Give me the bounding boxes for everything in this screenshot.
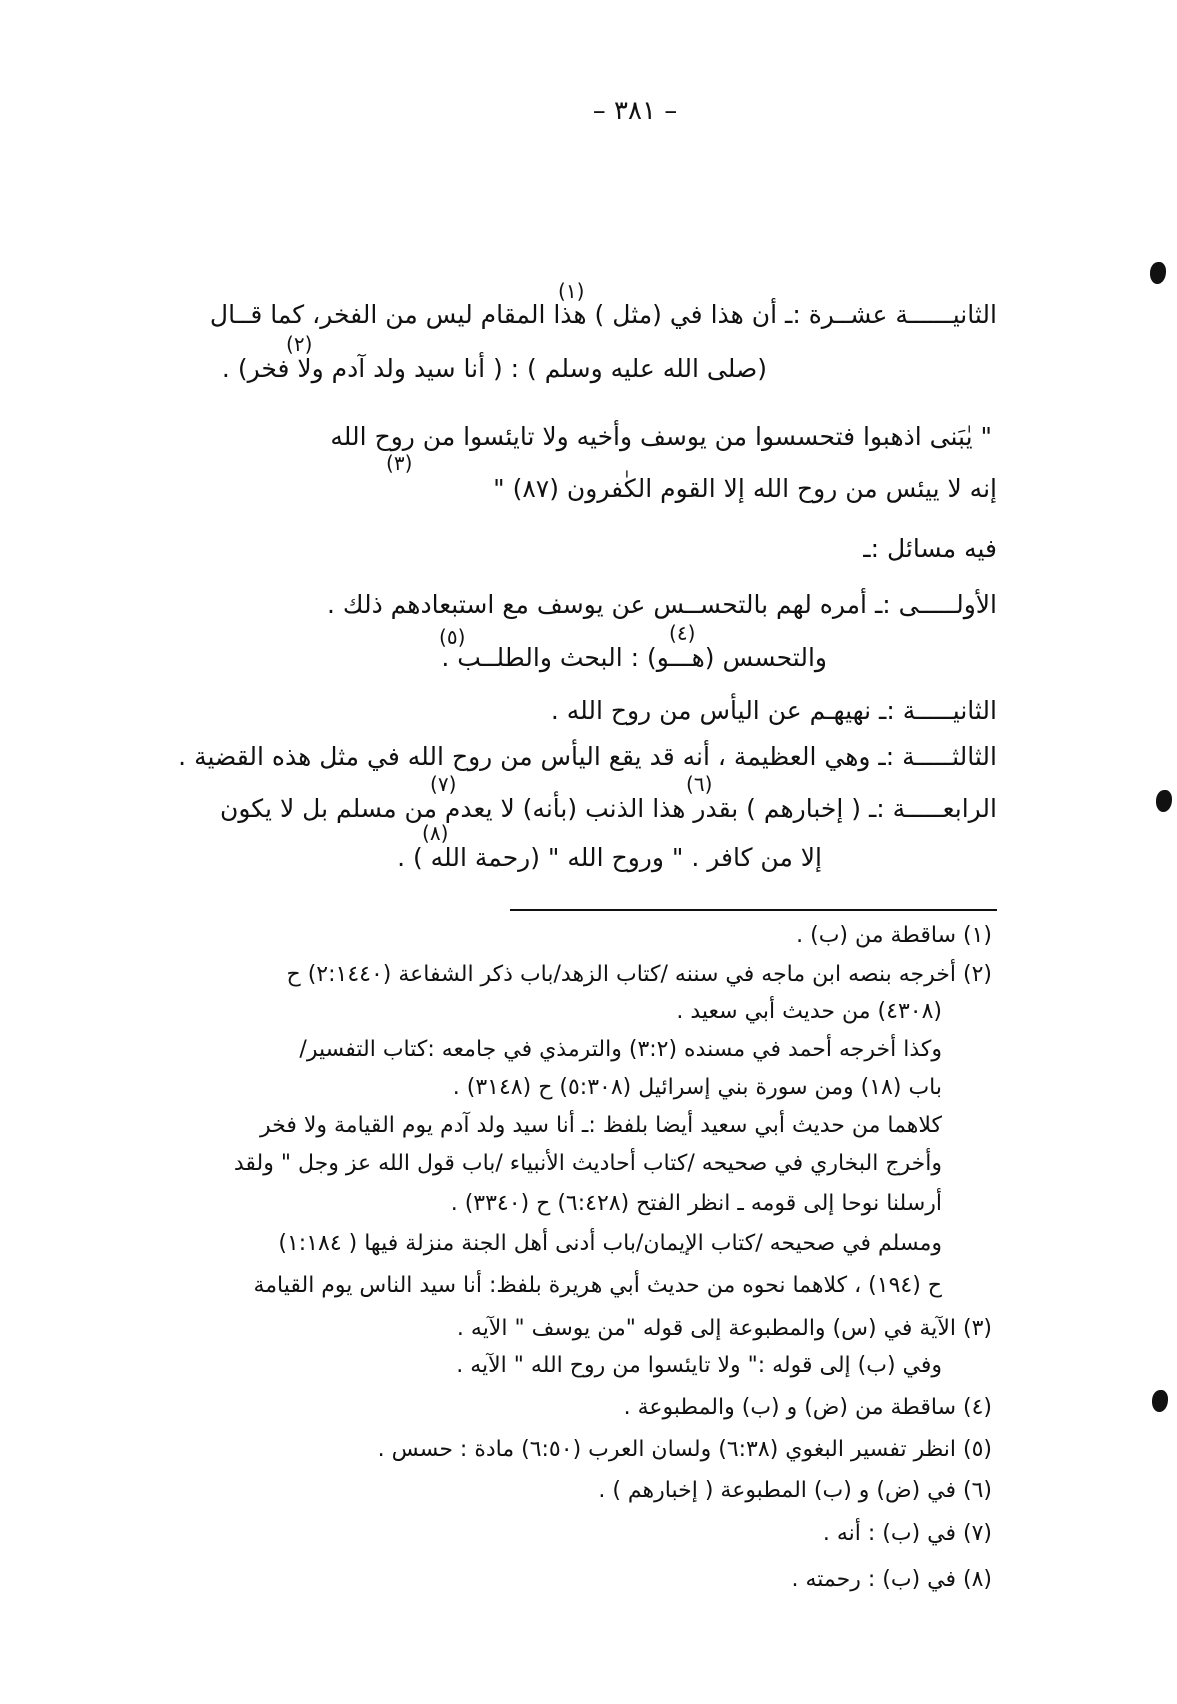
footnote-2-line-3: وكذا أخرجه أحمد في مسنده (٣:٢) والترمذي في جامعه :كتاب التفسير/ (299, 1037, 942, 1062)
footnote-2-line-9: ح (١٩٤) ، كلاهما نحوه من حديث أبي هريرة بلفظ: أنا سيد الناس يوم القيامة (253, 1273, 942, 1298)
footnote-ref-5: (٥) (439, 625, 466, 649)
footnote-1: (١) ساقطة من (ب) . (796, 923, 992, 948)
footnote-ref-8: (٨) (422, 821, 449, 845)
page-number: – ٣٨١ – (592, 96, 678, 126)
verse-line-1: " يٰبَنى اذهبوا فتحسسوا من يوسف وأخيه ولا تايئسوا من روح الله (330, 422, 992, 451)
issue-third: الثالثـــــة :ـ وهي العظيمة ، أنه قد يقع اليأس من روح الله في مثل هذه القضية . (178, 742, 997, 771)
scan-mark (1152, 1390, 1168, 1412)
footnote-2-line-1: (٢) أخرجه بنصه ابن ماجه في سننه /كتاب الزهد/باب ذكر الشفاعة (٢:١٤٤٠) ح (286, 962, 992, 987)
footnote-4: (٤) ساقطة من (ض) و (ب) والمطبوعة . (623, 1395, 992, 1420)
issue-first: الأولـــــى :ـ أمره لهم بالتحســس عن يوسف مع استبعادهم ذلك . (327, 590, 997, 619)
issue-first-definition: والتحسس (هـــو) : البحث والطلــب . (441, 643, 827, 672)
footnote-2-line-2: (٤٣٠٨) من حديث أبي سعيد . (676, 999, 942, 1024)
footnote-5: (٥) انظر تفسير البغوي (٦:٣٨) ولسان العرب (٦:٥٠) مادة : حسس . (377, 1437, 992, 1462)
issue-second: الثانيـــــة :ـ نهيهـم عن اليأس من روح الله . (550, 696, 997, 725)
footnote-ref-2: (٢) (286, 332, 313, 356)
verse-line-2: إنه لا ييئس من روح الله إلا القوم الكٰفرون (٨٧) " (493, 474, 997, 503)
body-line-1: الثانيــــــة عشــرة :ـ أن هذا في (مثل ) هذا المقام ليس من الفخر، كما قــال (209, 300, 997, 329)
footnote-separator (510, 909, 997, 911)
footnote-2-line-6: وأخرج البخاري في صحيحه /كتاب أحاديث الأنبياء /باب قول الله عز وجل " ولقد (233, 1151, 942, 1176)
footnote-6: (٦) في (ض) و (ب) المطبوعة ( إخبارهم ) . (598, 1478, 992, 1503)
footnote-ref-7: (٧) (430, 772, 457, 796)
footnote-2-line-7: أرسلنا نوحا إلى قومه ـ انظر الفتح (٦:٤٢٨) ح (٣٣٤٠) . (450, 1191, 942, 1216)
issues-heading: فيه مسائل :ـ (863, 534, 997, 563)
footnote-ref-6: (٦) (686, 772, 713, 796)
footnote-8: (٨) في (ب) : رحمته . (791, 1567, 992, 1592)
issue-fourth-continued: إلا من كافر . " وروح الله " (رحمة الله ) . (397, 843, 822, 872)
scan-mark (1150, 262, 1166, 284)
footnote-2-line-4: باب (١٨) ومن سورة بني إسرائيل (٥:٣٠٨) ح (٣١٤٨) . (452, 1075, 942, 1100)
footnote-3-line-1: (٣) الآية في (س) والمطبوعة إلى قوله "من يوسف " الآيه . (456, 1316, 992, 1341)
footnote-2-line-5: كلاهما من حديث أبي سعيد أيضا بلفظ :ـ أنا سيد ولد آدم يوم القيامة ولا فخر (260, 1113, 942, 1138)
body-line-2: (صلى الله عليه وسلم ) : ( أنا سيد ولد آدم ولا فخر) . (221, 354, 767, 383)
footnote-ref-3: (٣) (386, 451, 413, 475)
footnote-ref-4: (٤) (669, 621, 696, 645)
footnote-ref-1: (١) (558, 279, 585, 303)
scan-mark (1156, 790, 1172, 812)
issue-fourth: الرابعـــــة :ـ ( إخبارهم ) بقدر هذا الذنب (بأنه) لا يعدم من مسلم بل لا يكون (219, 794, 997, 823)
footnote-7: (٧) في (ب) : أنه . (822, 1521, 992, 1546)
footnote-2-line-8: ومسلم في صحيحه /كتاب الإيمان/باب أدنى أهل الجنة منزلة فيها ( ١:١٨٤) (278, 1231, 942, 1256)
footnote-3-line-2: وفي (ب) إلى قوله :" ولا تايئسوا من روح الله " الآيه . (456, 1353, 942, 1378)
